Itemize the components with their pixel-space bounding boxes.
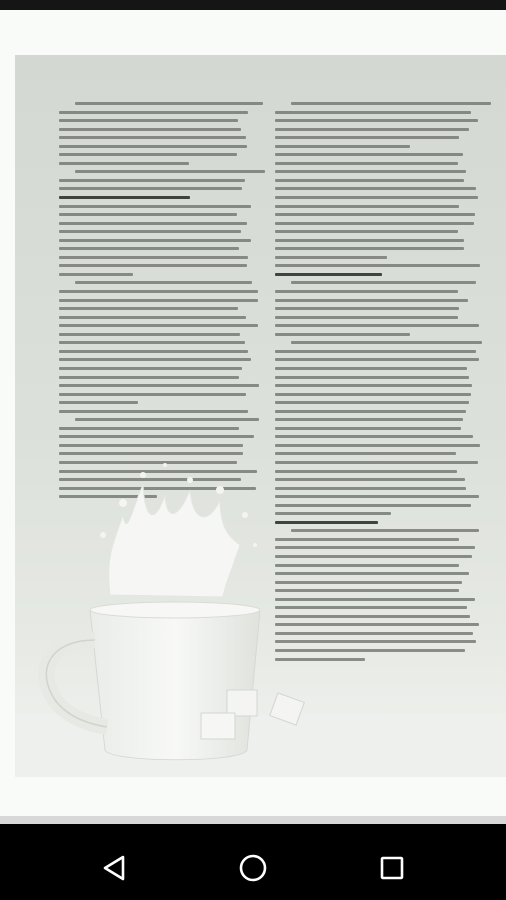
text-line: [59, 296, 259, 305]
text-line: [59, 99, 259, 108]
back-triangle-icon[interactable]: [92, 850, 136, 886]
text-line: [275, 202, 481, 211]
text-line: [275, 159, 481, 168]
text-line: [275, 355, 481, 364]
text-line: [59, 236, 259, 245]
text-line: [59, 373, 259, 382]
text-line: [59, 304, 259, 313]
text-line: [275, 184, 481, 193]
text-line: [275, 167, 481, 176]
text-line: [59, 364, 259, 373]
text-line: [275, 108, 481, 117]
text-line: [275, 278, 481, 287]
text-line: [275, 424, 481, 433]
text-line: [275, 210, 481, 219]
text-line: [275, 313, 481, 322]
text-line: [59, 176, 259, 185]
text-line: [59, 407, 259, 416]
text-line: [275, 236, 481, 245]
text-line: [275, 407, 481, 416]
text-line: [59, 125, 259, 134]
text-line: [275, 415, 481, 424]
text-line: [59, 415, 259, 424]
text-line: [59, 261, 259, 270]
text-line: [275, 261, 481, 270]
text-line: [59, 424, 259, 433]
text-line: [59, 270, 259, 279]
text-line: [59, 202, 259, 211]
text-line: [59, 108, 259, 117]
text-line: [59, 116, 259, 125]
text-line: [59, 355, 259, 364]
text-line: [275, 432, 481, 441]
milk-cup-illustration: [15, 445, 506, 777]
text-line: [275, 227, 481, 236]
text-line: [59, 159, 259, 168]
text-line: [59, 210, 259, 219]
text-line: [59, 150, 259, 159]
text-line: [59, 398, 259, 407]
text-line: [275, 398, 481, 407]
text-line: [59, 142, 259, 151]
text-column-left: [59, 99, 259, 501]
text-line: [59, 321, 259, 330]
text-line: [275, 176, 481, 185]
text-line: [59, 219, 259, 228]
home-circle-icon[interactable]: [231, 850, 275, 886]
text-line: [275, 133, 481, 142]
text-line: [59, 227, 259, 236]
text-line: [275, 270, 481, 279]
text-line: [275, 244, 481, 253]
viewer-bottom-edge: [0, 816, 506, 824]
text-line: [275, 219, 481, 228]
text-line: [275, 99, 481, 108]
text-line: [59, 167, 259, 176]
text-line: [275, 330, 481, 339]
text-line: [59, 278, 259, 287]
text-line: [59, 133, 259, 142]
text-line: [59, 338, 259, 347]
text-line: [59, 330, 259, 339]
text-line: [59, 390, 259, 399]
text-line: [275, 287, 481, 296]
text-line: [275, 321, 481, 330]
text-line: [275, 193, 481, 202]
text-line: [275, 304, 481, 313]
status-bar: [0, 0, 506, 10]
text-line: [275, 125, 481, 134]
text-line: [59, 381, 259, 390]
magazine-page[interactable]: [15, 55, 506, 777]
document-viewer[interactable]: [0, 10, 506, 824]
text-line: [275, 296, 481, 305]
text-line: [275, 364, 481, 373]
text-line: [275, 142, 481, 151]
text-line: [275, 150, 481, 159]
text-line: [59, 287, 259, 296]
text-line: [275, 347, 481, 356]
text-line: [275, 338, 481, 347]
text-line: [275, 253, 481, 262]
text-line: [59, 347, 259, 356]
text-line: [275, 373, 481, 382]
text-line: [59, 432, 259, 441]
text-line: [59, 193, 259, 202]
text-line: [59, 253, 259, 262]
text-line: [275, 390, 481, 399]
text-line: [275, 116, 481, 125]
navigation-bar: [0, 834, 506, 900]
recents-square-icon[interactable]: [370, 850, 414, 886]
text-line: [59, 184, 259, 193]
text-line: [275, 381, 481, 390]
text-line: [59, 313, 259, 322]
text-line: [59, 244, 259, 253]
